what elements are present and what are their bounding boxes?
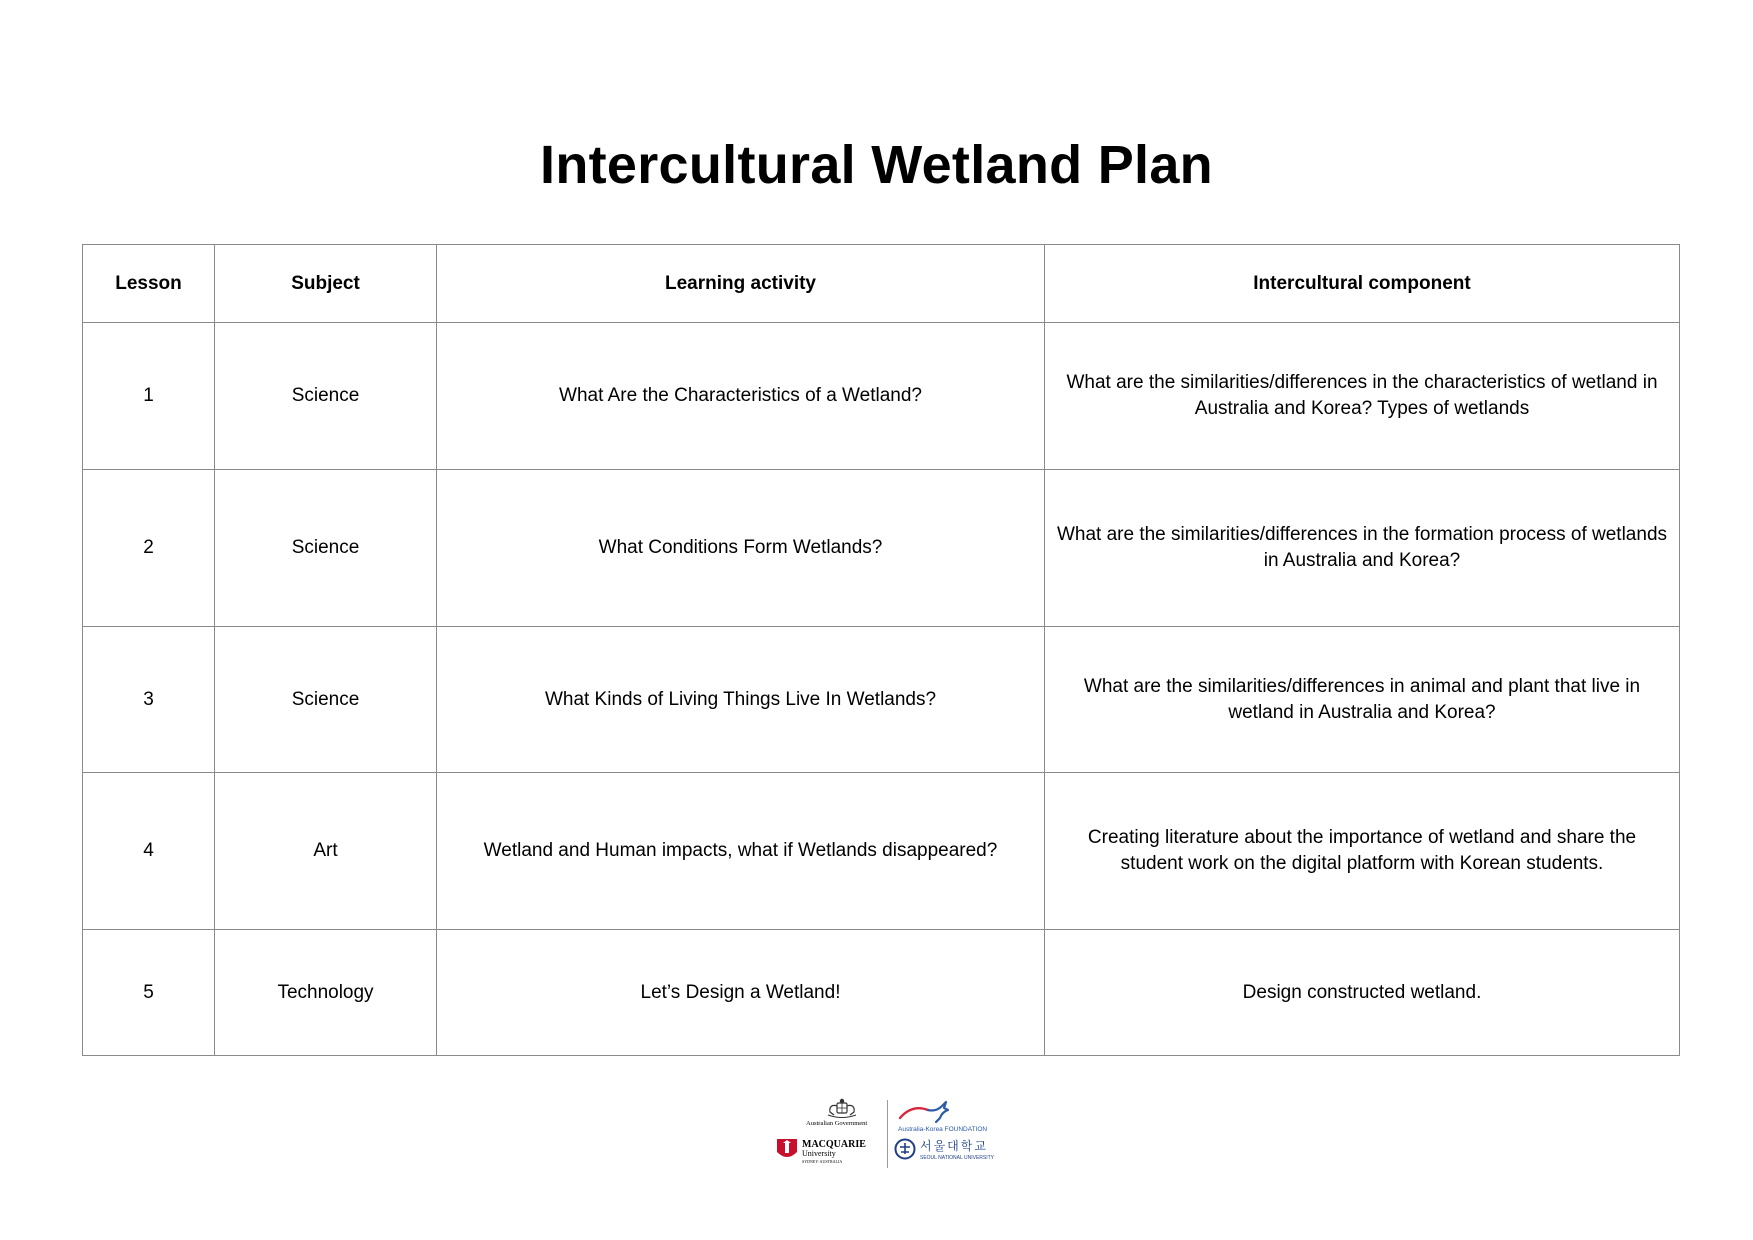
cell-activity: What Are the Characteristics of a Wetland? bbox=[437, 323, 1045, 470]
snu-emblem-icon bbox=[894, 1138, 916, 1160]
header-learning-activity: Learning activity bbox=[437, 245, 1045, 323]
logo-divider bbox=[887, 1100, 888, 1168]
seoul-national-university-logo bbox=[894, 1138, 994, 1170]
cell-component: What are the similarities/differences in the formation process of wetlands in Australia and Korea? bbox=[1045, 470, 1680, 627]
cell-component: What are the similarities/differences in animal and plant that live in wetland in Australia and Korea? bbox=[1045, 627, 1680, 773]
cell-lesson: 4 bbox=[83, 773, 215, 930]
table-row bbox=[83, 323, 1680, 470]
cell-lesson: 5 bbox=[83, 930, 215, 1056]
coat-of-arms-icon bbox=[804, 1098, 880, 1120]
header-subject: Subject bbox=[215, 245, 437, 323]
cell-subject: Art bbox=[215, 773, 437, 930]
macquarie-lighthouse-icon bbox=[776, 1138, 798, 1162]
cell-component: Design constructed wetland. bbox=[1045, 930, 1680, 1056]
macquarie-name: MACQUARIE bbox=[802, 1139, 866, 1150]
cell-subject: Technology bbox=[215, 930, 437, 1056]
cell-lesson: 1 bbox=[83, 323, 215, 470]
australia-korea-foundation-logo bbox=[894, 1098, 988, 1134]
table-row bbox=[83, 470, 1680, 627]
kangaroo-icon bbox=[898, 1098, 954, 1124]
cell-component: Creating literature about the importance of wetland and share the student work on the digital platform with Korean students. bbox=[1045, 773, 1680, 930]
partner-logos bbox=[776, 1098, 994, 1170]
cell-lesson: 3 bbox=[83, 627, 215, 773]
cell-activity: What Kinds of Living Things Live In Wetlands? bbox=[437, 627, 1045, 773]
cell-activity: Let’s Design a Wetland! bbox=[437, 930, 1045, 1056]
cell-subject: Science bbox=[215, 323, 437, 470]
australian-government-label: Australian Government bbox=[806, 1120, 868, 1127]
header-intercultural-component: Intercultural component bbox=[1045, 245, 1680, 323]
cell-lesson: 2 bbox=[83, 470, 215, 627]
page-title: Intercultural Wetland Plan bbox=[540, 135, 1213, 195]
snu-english-name: SEOUL NATIONAL UNIVERSITY bbox=[920, 1155, 994, 1161]
table-row bbox=[83, 627, 1680, 773]
cell-activity: Wetland and Human impacts, what if Wetlands disappeared? bbox=[437, 773, 1045, 930]
header-lesson: Lesson bbox=[83, 245, 215, 323]
macquarie-location: SYDNEY·AUSTRALIA bbox=[802, 1159, 843, 1164]
akf-label: Australia-Korea FOUNDATION bbox=[898, 1126, 988, 1133]
australian-government-logo bbox=[804, 1098, 880, 1128]
table-header-row bbox=[83, 245, 1680, 323]
table-row bbox=[83, 930, 1680, 1056]
snu-korean-name: 서울대학교 bbox=[920, 1139, 988, 1153]
cell-subject: Science bbox=[215, 627, 437, 773]
cell-subject: Science bbox=[215, 470, 437, 627]
lesson-plan-table bbox=[82, 244, 1680, 1056]
macquarie-university-label: University bbox=[802, 1149, 836, 1158]
table-row bbox=[83, 773, 1680, 930]
cell-component: What are the similarities/differences in the characteristics of wetland in Australia and Korea? Types of wetlands bbox=[1045, 323, 1680, 470]
macquarie-university-logo bbox=[776, 1138, 882, 1170]
cell-activity: What Conditions Form Wetlands? bbox=[437, 470, 1045, 627]
